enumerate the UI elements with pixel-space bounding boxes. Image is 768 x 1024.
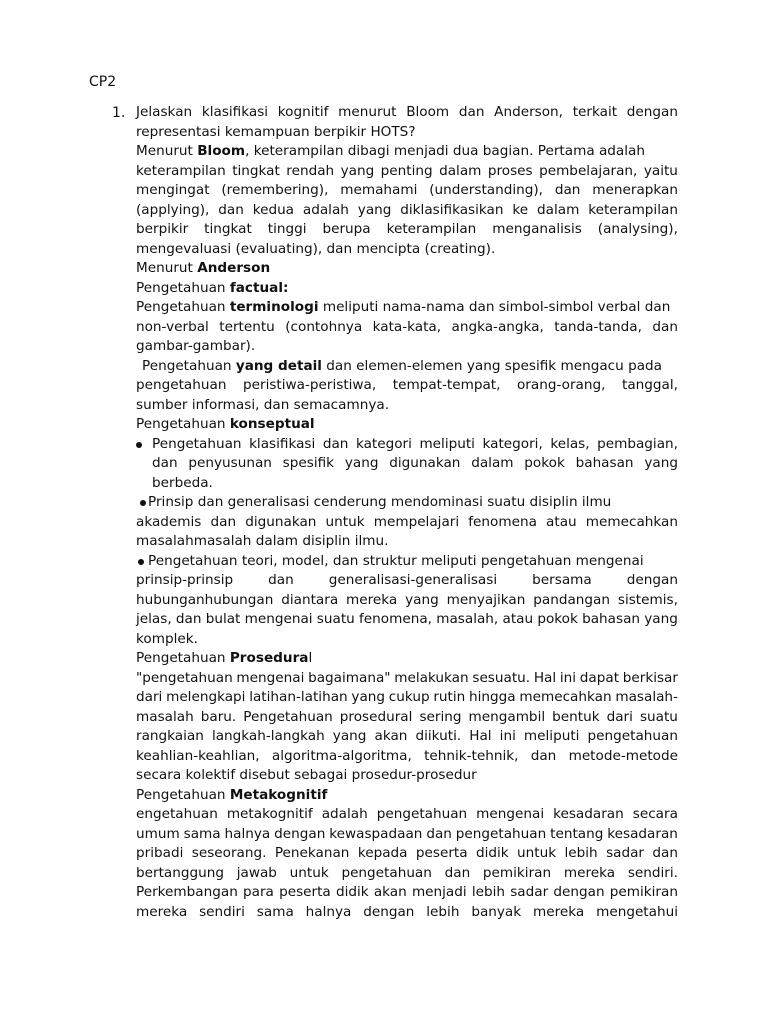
prosedural-heading: Pengetahuan Prosedural	[136, 650, 313, 666]
anderson-heading: Menurut Anderson	[136, 260, 271, 276]
prosedural-line: secara kolektif disebut sebagai prosedur-prosedur	[136, 767, 477, 783]
prosedural-line: "pengetahuan mengenai bagaimana" melakukan sesuatu. Hal ini dapat berkisar	[136, 669, 678, 686]
bloom-line: keterampilan tingkat rendah yang penting dalam proses pembelajaran, yaitu	[136, 162, 678, 179]
prosedural-line: masalah baru. Pengetahuan prosedural sering mengambil bentuk dari suatu	[136, 708, 678, 725]
document-body	[136, 103, 678, 922]
prosedural-line: dari melengkapi latihan-latihan yang cukup rutin hingga memecahkan masalah-	[136, 689, 678, 705]
question-number: 1.	[112, 105, 126, 121]
bullet-icon	[136, 442, 142, 448]
detail-line: Pengetahuan yang detail dan elemen-elemen yang spesifik mengacu pada	[142, 357, 662, 374]
konseptual-bullet: Pengetahuan teori, model, dan struktur meliputi pengetahuan mengenai prinsip-prinsip dan generalisasi-generalisasi bersama dengan hubunganhubungan diantara mereka yang menyajikan pandangan sistemis, jelas, dan bulat mengenai suatu fenomena, masalah, atau pokok bahasan yang komplek.	[136, 552, 678, 647]
bloom-line: (applying), dan kedua adalah yang diklasifikasikan ke dalam keterampilan	[136, 201, 678, 218]
terminologi-line: gambar-gambar).	[136, 338, 256, 354]
question-line: representasi kemampuan berpikir HOTS?	[136, 123, 416, 140]
metakognitif-line: engetahuan metakognitif adalah pengetahuan mengenai kesadaran secara	[136, 806, 678, 822]
terminologi-line: Pengetahuan terminologi meliputi nama-nama dan simbol-simbol verbal dan	[136, 299, 671, 315]
detail-line: sumber informasi, dan semacamnya.	[136, 396, 390, 413]
bullet-icon	[140, 500, 146, 506]
bloom-line: mengingat (remembering), memahami (understanding), dan menerapkan	[136, 182, 678, 198]
bloom-line: mengevaluasi (evaluating), dan mencipta (creating).	[136, 240, 496, 257]
metakognitif-line: mereka sendiri sama halnya dengan lebih banyak mereka mengetahui	[136, 903, 678, 920]
metakognitif-line: Perkembangan para peserta didik akan menjadi lebih sadar dengan pemikiran	[136, 884, 678, 900]
document-heading: CP2	[89, 74, 117, 90]
metakognitif-heading: Pengetahuan Metakognitif	[136, 786, 328, 803]
terminologi-line: non-verbal tertentu (contohnya kata-kata, angka-angka, tanda-tanda, dan	[136, 318, 678, 335]
bloom-intro-line: Menurut Bloom, keterampilan dibagi menjadi dua bagian. Pertama adalah	[136, 143, 645, 159]
metakognitif-line: pribadi seseorang. Penekanan kepada peserta didik untuk lebih sadar dan	[136, 845, 678, 861]
metakognitif-line: umum sama halnya dengan kewaspadaan dan pengetahuan tentang kesadaran	[136, 825, 678, 842]
konseptual-bullet: Prinsip dan generalisasi cenderung mendominasi suatu disiplin ilmu akademis dan digunakan untuk mempelajari fenomena atau memecahkan masalahmasalah dalam disiplin ilmu.	[136, 494, 678, 549]
bullet-icon	[138, 559, 144, 565]
factual-heading: Pengetahuan factual:	[136, 279, 289, 296]
metakognitif-line: bertanggung jawab untuk pengetahuan dan pemikiran mereka sendiri.	[136, 864, 678, 881]
konseptual-bullet: Pengetahuan klasifikasi dan kategori meliputi kategori, kelas, pembagian, dan penyusunan spesifik yang digunakan dalam pokok bahasan yang berbeda.	[136, 435, 678, 494]
konseptual-heading: Pengetahuan konseptual	[136, 416, 315, 432]
prosedural-line: rangkaian langkah-langkah yang akan diikuti. Hal ini meliputi pengetahuan	[136, 728, 678, 744]
bloom-bold: Bloom	[197, 143, 246, 159]
question-line: Jelaskan klasifikasi kognitif menurut Bloom dan Anderson, terkait dengan	[136, 104, 678, 120]
prosedural-line: keahlian-keahlian, algoritma-algoritma, tehnik-tehnik, dan metode-metode	[136, 747, 678, 764]
detail-line: pengetahuan peristiwa-peristiwa, tempat-tempat, orang-orang, tanggal,	[136, 377, 678, 393]
bloom-line: berpikir tingkat tinggi berupa keterampilan menganalisis (analysing),	[136, 221, 678, 237]
